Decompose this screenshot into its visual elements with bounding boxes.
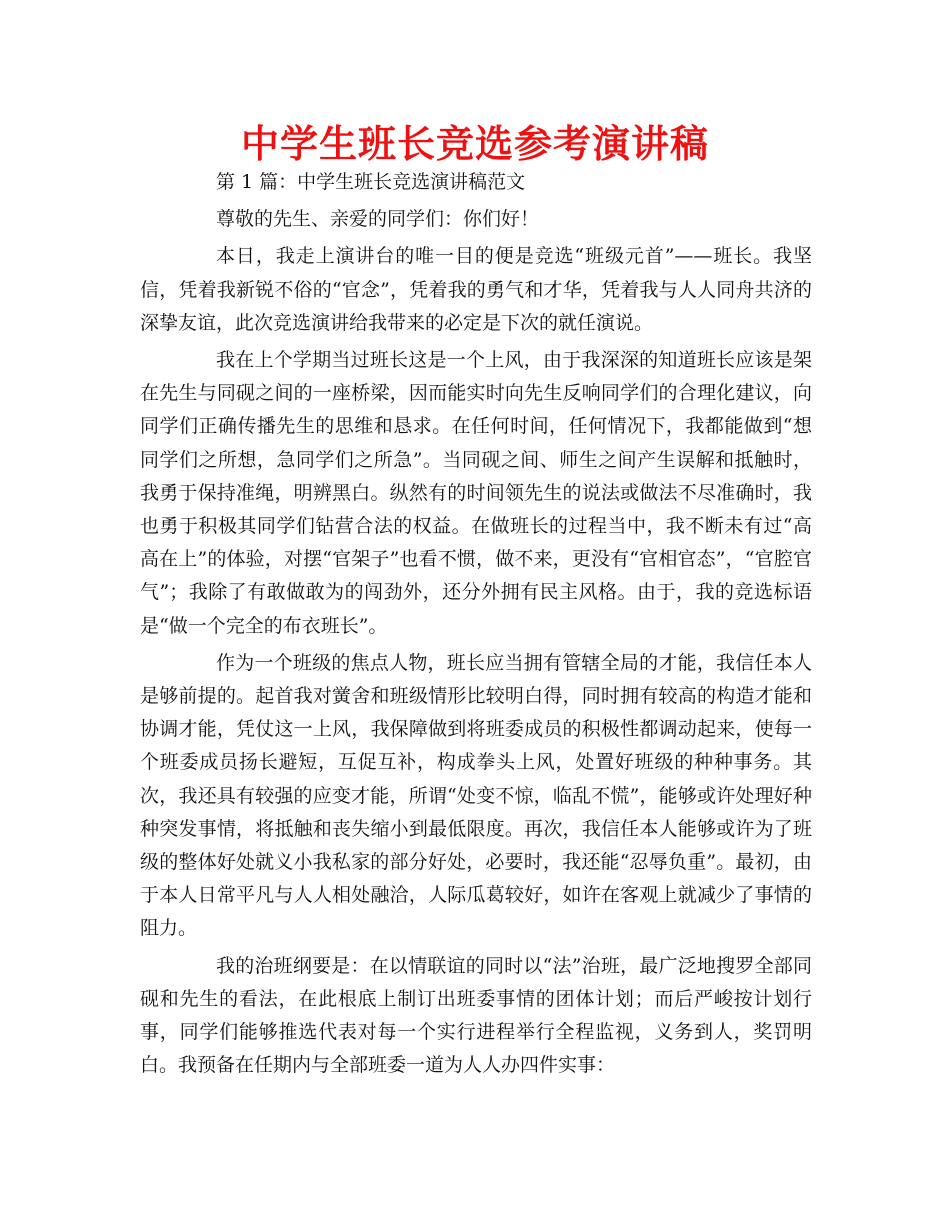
paragraph-2: 我在上个学期当过班长这是一个上风，由于我深深的知道班长应该是架在先生与同砚之间的一座桥梁，因而能实时向先生反响同学们的合理化建议，向同学们正确传播先生的思维和恳求。在任何时间，任何情况下，我都能做到“想同学们之所想，急同学们之所急”。当同砚之间、师生之间产生误解和抵触时，我勇于保持准绳，明辨黑白。纵然有的时间领先生的说法或做法不尽准确时，我也勇于积极其同学们钻营合法的权益。在做班长的过程当中，我不断未有过“高高在上”的体验，对摆“官架子”也看不惯，做不来，更没有“官相官态”，“官腔官气”；我除了有敢做敢为的闯劲外，还分外拥有民主风格。由于，我的竞选标语是“做一个完全的布衣班长”。 [140,349,812,637]
section-title: 第 1 篇：中学生班长竞选演讲稿范文 [216,171,526,193]
paragraph-3: 作为一个班级的焦点人物，班长应当拥有管辖全局的才能，我信任本人是够前提的。起首我对黉舍和班级情形比较明白得，同时拥有较高的构造才能和协调才能，凭仗这一上风，我保障做到将班委成员的积极性都调动起来，使每一个班委成员扬长避短，互促互补，构成拳头上风，处置好班级的种种事务。其次，我还具有较强的应变才能，所谓“处变不惊，临乱不慌”，能够或许处理好种种突发事情，将抵触和丧失缩小到最低限度。再次，我信任本人能够或许为了班级的整体好处就义小我私家的部分好处，必要时，我还能“忍辱负重”。最初，由于本人日常平凡与人人相处融洽，人际瓜葛较好，如许在客观上就减少了事情的阻力。 [140,651,812,940]
paragraph-4: 我的治班纲要是：在以情联谊的同时以“法”治班，最广泛地搜罗全部同砚和先生的看法，在此根底上制订出班委事情的团体计划；而后严峻按计划行事，同学们能够推选代表对每一个实行进程举行全程监视，义务到人，奖罚明白。我预备在任期内与全部班委一道为人人办四件实事： [140,954,812,1077]
greeting: 尊敬的先生、亲爱的同学们：你们好！ [216,208,540,231]
document-body [140,166,812,1086]
paragraph-1: 本日，我走上演讲台的唯一目的便是竞选“班级元首”——班长。我坚信，凭着我新锐不俗的“官念”，凭着我的勇气和才华，凭着我与人人同舟共济的深挚友谊，此次竞选演讲给我带来的必定是下次的就任演说。 [140,245,812,334]
document-title: 中学生班长竞选参考演讲稿 [240,122,709,166]
